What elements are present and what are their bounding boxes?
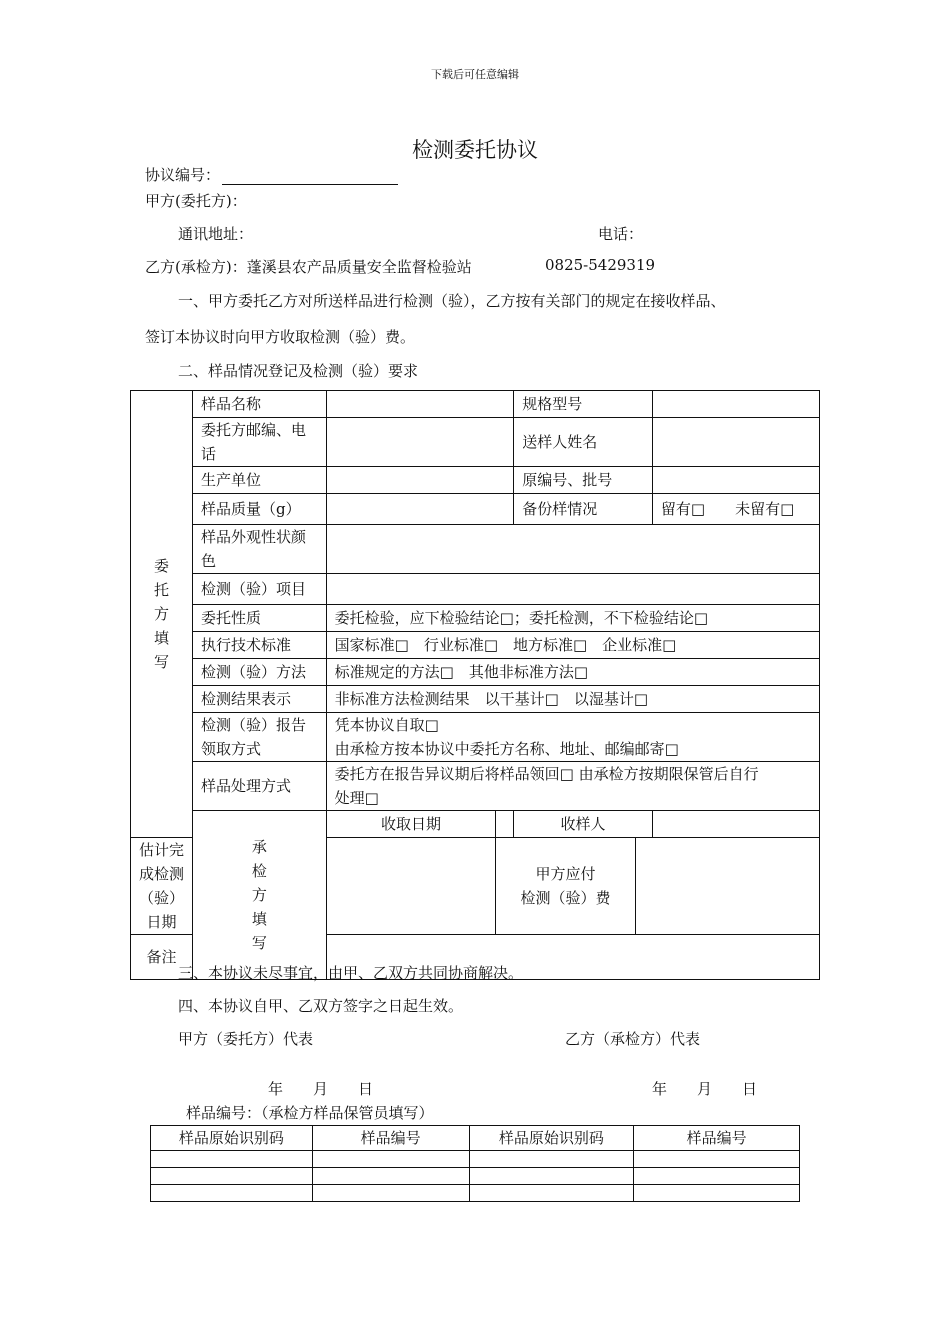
test-items-label: 检测（验）项目 xyxy=(193,574,327,605)
header-original-id-1: 样品原始识别码 xyxy=(151,1126,313,1151)
clause-1-line-1: 一、甲方委托乙方对所送样品进行检测（验），乙方按有关部门的规定在接收样品、 xyxy=(178,292,726,310)
receive-date-label: 收取日期 xyxy=(326,811,496,838)
cell[interactable] xyxy=(151,1151,313,1168)
client-post-phone-field[interactable] xyxy=(326,418,514,467)
sender-name-field[interactable] xyxy=(652,418,819,467)
cell[interactable] xyxy=(312,1185,469,1202)
appearance-label: 样品外观性状颜 色 xyxy=(193,525,327,574)
disposal-options[interactable]: 委托方在报告异议期后将样品领回□ 由承检方按期限保管后自行 处理□ xyxy=(326,762,819,811)
sample-number-line: 样品编号：（承检方样品保管员填写） xyxy=(186,1104,434,1122)
party-b-date: 年 月 日 xyxy=(652,1080,758,1098)
client-side-label: 委 托 方 填 写 xyxy=(131,391,193,838)
appearance-field[interactable] xyxy=(326,525,819,574)
cell[interactable] xyxy=(469,1151,634,1168)
method-label: 检测（验）方法 xyxy=(193,659,327,686)
est-date-field[interactable] xyxy=(326,838,496,935)
receiver-label: 收样人 xyxy=(514,811,653,838)
report-options[interactable]: 凭本协议自取□ 由承检方按本协议中委托方名称、地址、邮编邮寄□ xyxy=(326,713,819,762)
party-b-line: 乙方(承检方)：蓬溪县农产品质量安全监督检验站 xyxy=(145,258,472,276)
method-options[interactable]: 标准规定的方法□ 其他非标准方法□ xyxy=(326,659,819,686)
address-label: 通讯地址： xyxy=(178,225,254,243)
orig-batch-field[interactable] xyxy=(652,467,819,494)
remarks-label: 备注 xyxy=(131,935,193,980)
cell[interactable] xyxy=(469,1185,634,1202)
est-date-label: 估计完成检测 （验）日期 xyxy=(131,838,193,935)
header-original-id-2: 样品原始识别码 xyxy=(469,1126,634,1151)
clause-2: 二、样品情况登记及检测（验）要求 xyxy=(178,362,419,380)
registration-table xyxy=(130,390,820,980)
backup-options[interactable]: 留有□ 未留有□ xyxy=(652,494,819,525)
cell[interactable] xyxy=(634,1151,800,1168)
result-options[interactable]: 非标准方法检测结果 以干基计□ 以湿基计□ xyxy=(326,686,819,713)
cell[interactable] xyxy=(312,1168,469,1185)
sender-name-label: 送样人姓名 xyxy=(514,418,653,467)
document-title: 检测委托协议 xyxy=(412,138,538,162)
cell[interactable] xyxy=(312,1151,469,1168)
disposal-label: 样品处理方式 xyxy=(193,762,327,811)
receiver-field[interactable] xyxy=(652,811,819,838)
clause-3: 三、本协议未尽事宜，由甲、乙双方共同协商解决。 xyxy=(178,964,524,982)
table-row xyxy=(151,1151,800,1168)
lab-side-label: 承 检 方 填 写 xyxy=(193,811,327,980)
cell[interactable] xyxy=(634,1168,800,1185)
party-a-representative: 甲方（委托方）代表 xyxy=(178,1030,314,1048)
cell[interactable] xyxy=(634,1185,800,1202)
cell[interactable] xyxy=(469,1168,634,1185)
sample-name-field[interactable] xyxy=(326,391,514,418)
spec-model-field[interactable] xyxy=(652,391,819,418)
nature-options[interactable]: 委托检验，应下检验结论□；委托检测，不下检验结论□ xyxy=(326,605,819,632)
receive-date-field[interactable] xyxy=(496,811,514,838)
table-row xyxy=(151,1185,800,1202)
orig-batch-label: 原编号、批号 xyxy=(514,467,653,494)
nature-label: 委托性质 xyxy=(193,605,327,632)
phone-label: 电话： xyxy=(598,225,644,243)
sample-name-label: 样品名称 xyxy=(193,391,327,418)
producer-label: 生产单位 xyxy=(193,467,327,494)
clause-1-line-2: 签订本协议时向甲方收取检测（验）费。 xyxy=(145,328,416,346)
backup-status-label: 备份样情况 xyxy=(514,494,653,525)
report-label: 检测（验）报告 领取方式 xyxy=(193,713,327,762)
test-items-field[interactable] xyxy=(326,574,819,605)
standard-options[interactable]: 国家标准□ 行业标准□ 地方标准□ 企业标准□ xyxy=(326,632,819,659)
cell[interactable] xyxy=(151,1168,313,1185)
clause-4: 四、本协议自甲、乙双方签字之日起生效。 xyxy=(178,997,464,1015)
agreement-number-line xyxy=(145,164,398,185)
agreement-number-label: 协议编号： xyxy=(145,166,221,184)
fee-field[interactable] xyxy=(635,838,819,935)
party-b-phone: 0825-5429319 xyxy=(545,256,656,274)
fee-label: 甲方应付 检测（验）费 xyxy=(496,838,635,935)
header-note: 下载后可任意编辑 xyxy=(431,68,519,81)
party-a-date: 年 月 日 xyxy=(268,1080,374,1098)
sample-id-table xyxy=(150,1125,800,1202)
producer-field[interactable] xyxy=(326,467,514,494)
sample-mass-field[interactable] xyxy=(326,494,514,525)
sample-mass-label: 样品质量（g） xyxy=(193,494,327,525)
agreement-number-field[interactable] xyxy=(222,168,398,185)
result-label: 检测结果表示 xyxy=(193,686,327,713)
table-row xyxy=(151,1168,800,1185)
party-b-representative: 乙方（承检方）代表 xyxy=(565,1030,701,1048)
spec-model-label: 规格型号 xyxy=(514,391,653,418)
header-sample-no-2: 样品编号 xyxy=(634,1126,800,1151)
header-sample-no-1: 样品编号 xyxy=(312,1126,469,1151)
standard-label: 执行技术标准 xyxy=(193,632,327,659)
cell[interactable] xyxy=(151,1185,313,1202)
party-a-label: 甲方(委托方)： xyxy=(145,192,247,210)
client-post-phone-label: 委托方邮编、电 话 xyxy=(193,418,327,467)
